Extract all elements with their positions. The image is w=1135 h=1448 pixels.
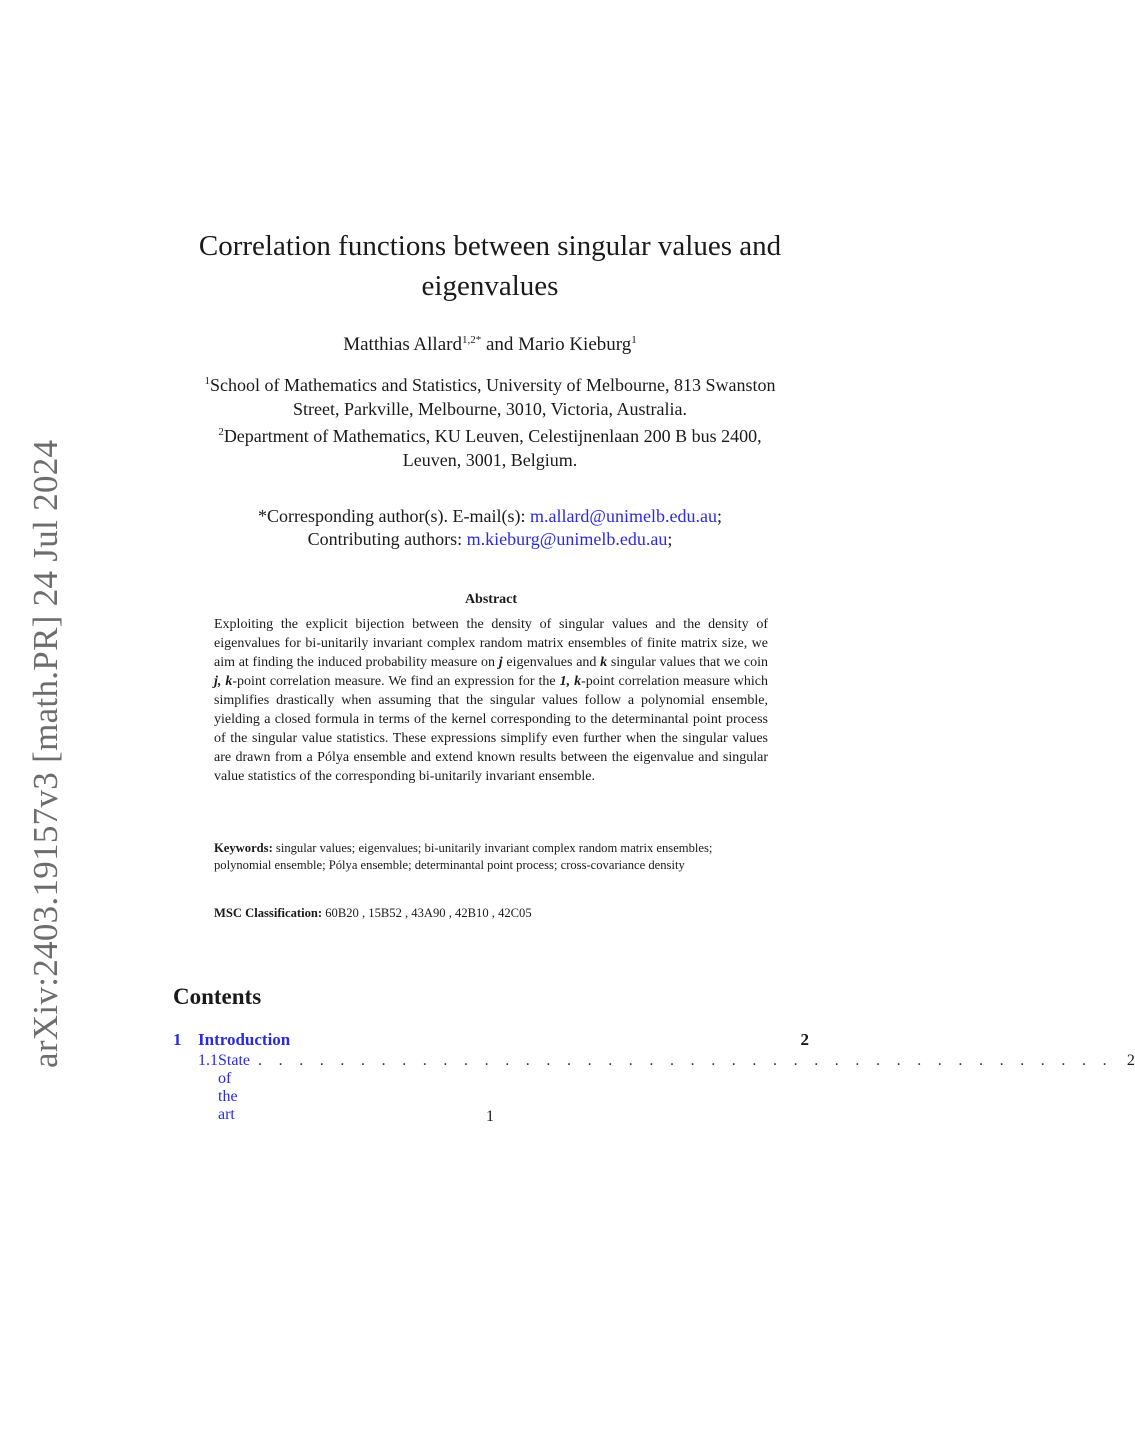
affiliations (195, 370, 785, 472)
contents-heading: Contents (173, 984, 262, 1009)
toc-entry-introduction[interactable] (173, 1030, 809, 1052)
abstract-fragment: singular values that we coin (607, 655, 768, 670)
math-symbol: j (498, 655, 503, 670)
author-list (180, 334, 800, 356)
page-number: 1 (486, 1108, 494, 1125)
toc-section-title[interactable]: Introduction (198, 1030, 291, 1049)
toc-subsection-title[interactable]: State of the art (218, 1052, 250, 1123)
paper-title (180, 226, 800, 306)
contributing-author-line (180, 528, 800, 551)
correspondence (180, 505, 800, 551)
table-of-contents (173, 1030, 1135, 1123)
corresponding-author-line (180, 505, 800, 528)
title-line-2: eigenvalues (421, 270, 559, 302)
affiliation-marker: 1 (204, 375, 211, 387)
affiliation-marker: 1 (631, 334, 637, 346)
separator: ; (716, 506, 722, 526)
abstract-text (214, 615, 768, 786)
affiliation-text: Department of Mathematics, KU Leuven, Celestijnenlaan 200 B bus 2400, Leuven, 3001, Belgium. (223, 426, 762, 470)
arxiv-identifier: arXiv:2403.19157v3 [math.PR] 24 Jul 2024 (26, 439, 65, 1068)
contributing-email-link[interactable]: m.kieburg@unimelb.edu.au (466, 529, 668, 549)
toc-page-number: 2 (1126, 1052, 1135, 1069)
keywords-label: Keywords: (214, 841, 273, 855)
affiliation-2 (195, 421, 785, 472)
separator: ; (667, 529, 673, 549)
math-symbol: k (600, 655, 608, 670)
msc-label: MSC Classification: (214, 906, 323, 920)
msc-classification (214, 906, 768, 921)
keywords-text: singular values; eigenvalues; bi-unitarily invariant complex random matrix ensembles; polynomial ensemble; Pólya ensemble; determinantal point process; cross-covariance density (214, 841, 713, 872)
affiliation-marker: 2 (218, 426, 224, 438)
title-line-1: Correlation functions between singular values and (198, 230, 782, 262)
math-symbol: j, k (214, 674, 233, 689)
abstract-fragment: eigenvalues and (502, 655, 601, 670)
abstract-heading: Abstract (464, 592, 518, 607)
abstract-fragment: Exploiting the explicit bijection between the density of singular values and the density of eigenvalues for bi-unitarily invariant complex random matrix ensembles of finite matrix size, we aim at finding the induced probability measure on (214, 617, 768, 670)
author-name: Mario Kieburg (518, 334, 632, 355)
toc-entry-state-of-the-art[interactable] (173, 1052, 1135, 1123)
msc-text: 60B20 , 15B52 , 43A90 , 42B10 , 42C05 (322, 906, 532, 920)
affiliation-text: School of Mathematics and Statistics, University of Melbourne, 813 Swanston Street, Parkville, Melbourne, 3010, Victoria, Australia. (210, 375, 776, 419)
corresponding-label: *Corresponding author(s). E-mail(s): (258, 506, 530, 526)
contributing-label: Contributing authors: (307, 529, 467, 549)
math-symbol: 1, k (559, 674, 582, 689)
abstract-fragment: -point correlation measure. We find an expression for the (232, 674, 560, 689)
affiliation-marker: 1,2* (461, 334, 482, 346)
author-name: Matthias Allard (343, 334, 462, 355)
author-conjunction: and (481, 334, 519, 355)
corresponding-email-link[interactable]: m.allard@unimelb.edu.au (529, 506, 717, 526)
keywords (214, 840, 768, 874)
abstract-fragment: -point correlation measure which simplifies drastically when assuming that the singular values follow a polynomial ensemble, yielding a closed formula in terms of the kernel corresponding to the determinantal point process of the singular value statistics. These expressions simplify even further when the singular values are drawn from a Pólya ensemble and extend known results between the eigenvalue and singular value statistics of the corresponding bi-unitarily invariant ensemble. (214, 674, 769, 784)
toc-page-number: 2 (800, 1030, 809, 1049)
toc-section-number: 1 (173, 1030, 182, 1049)
toc-subsection-number: 1.1 (198, 1052, 218, 1069)
toc-dot-leader: . . . . . . . . . . . . . . . . . . . . . . . . . . . . . . . . . . . . . . . . . . (258, 1052, 1113, 1069)
affiliation-1 (195, 370, 785, 421)
